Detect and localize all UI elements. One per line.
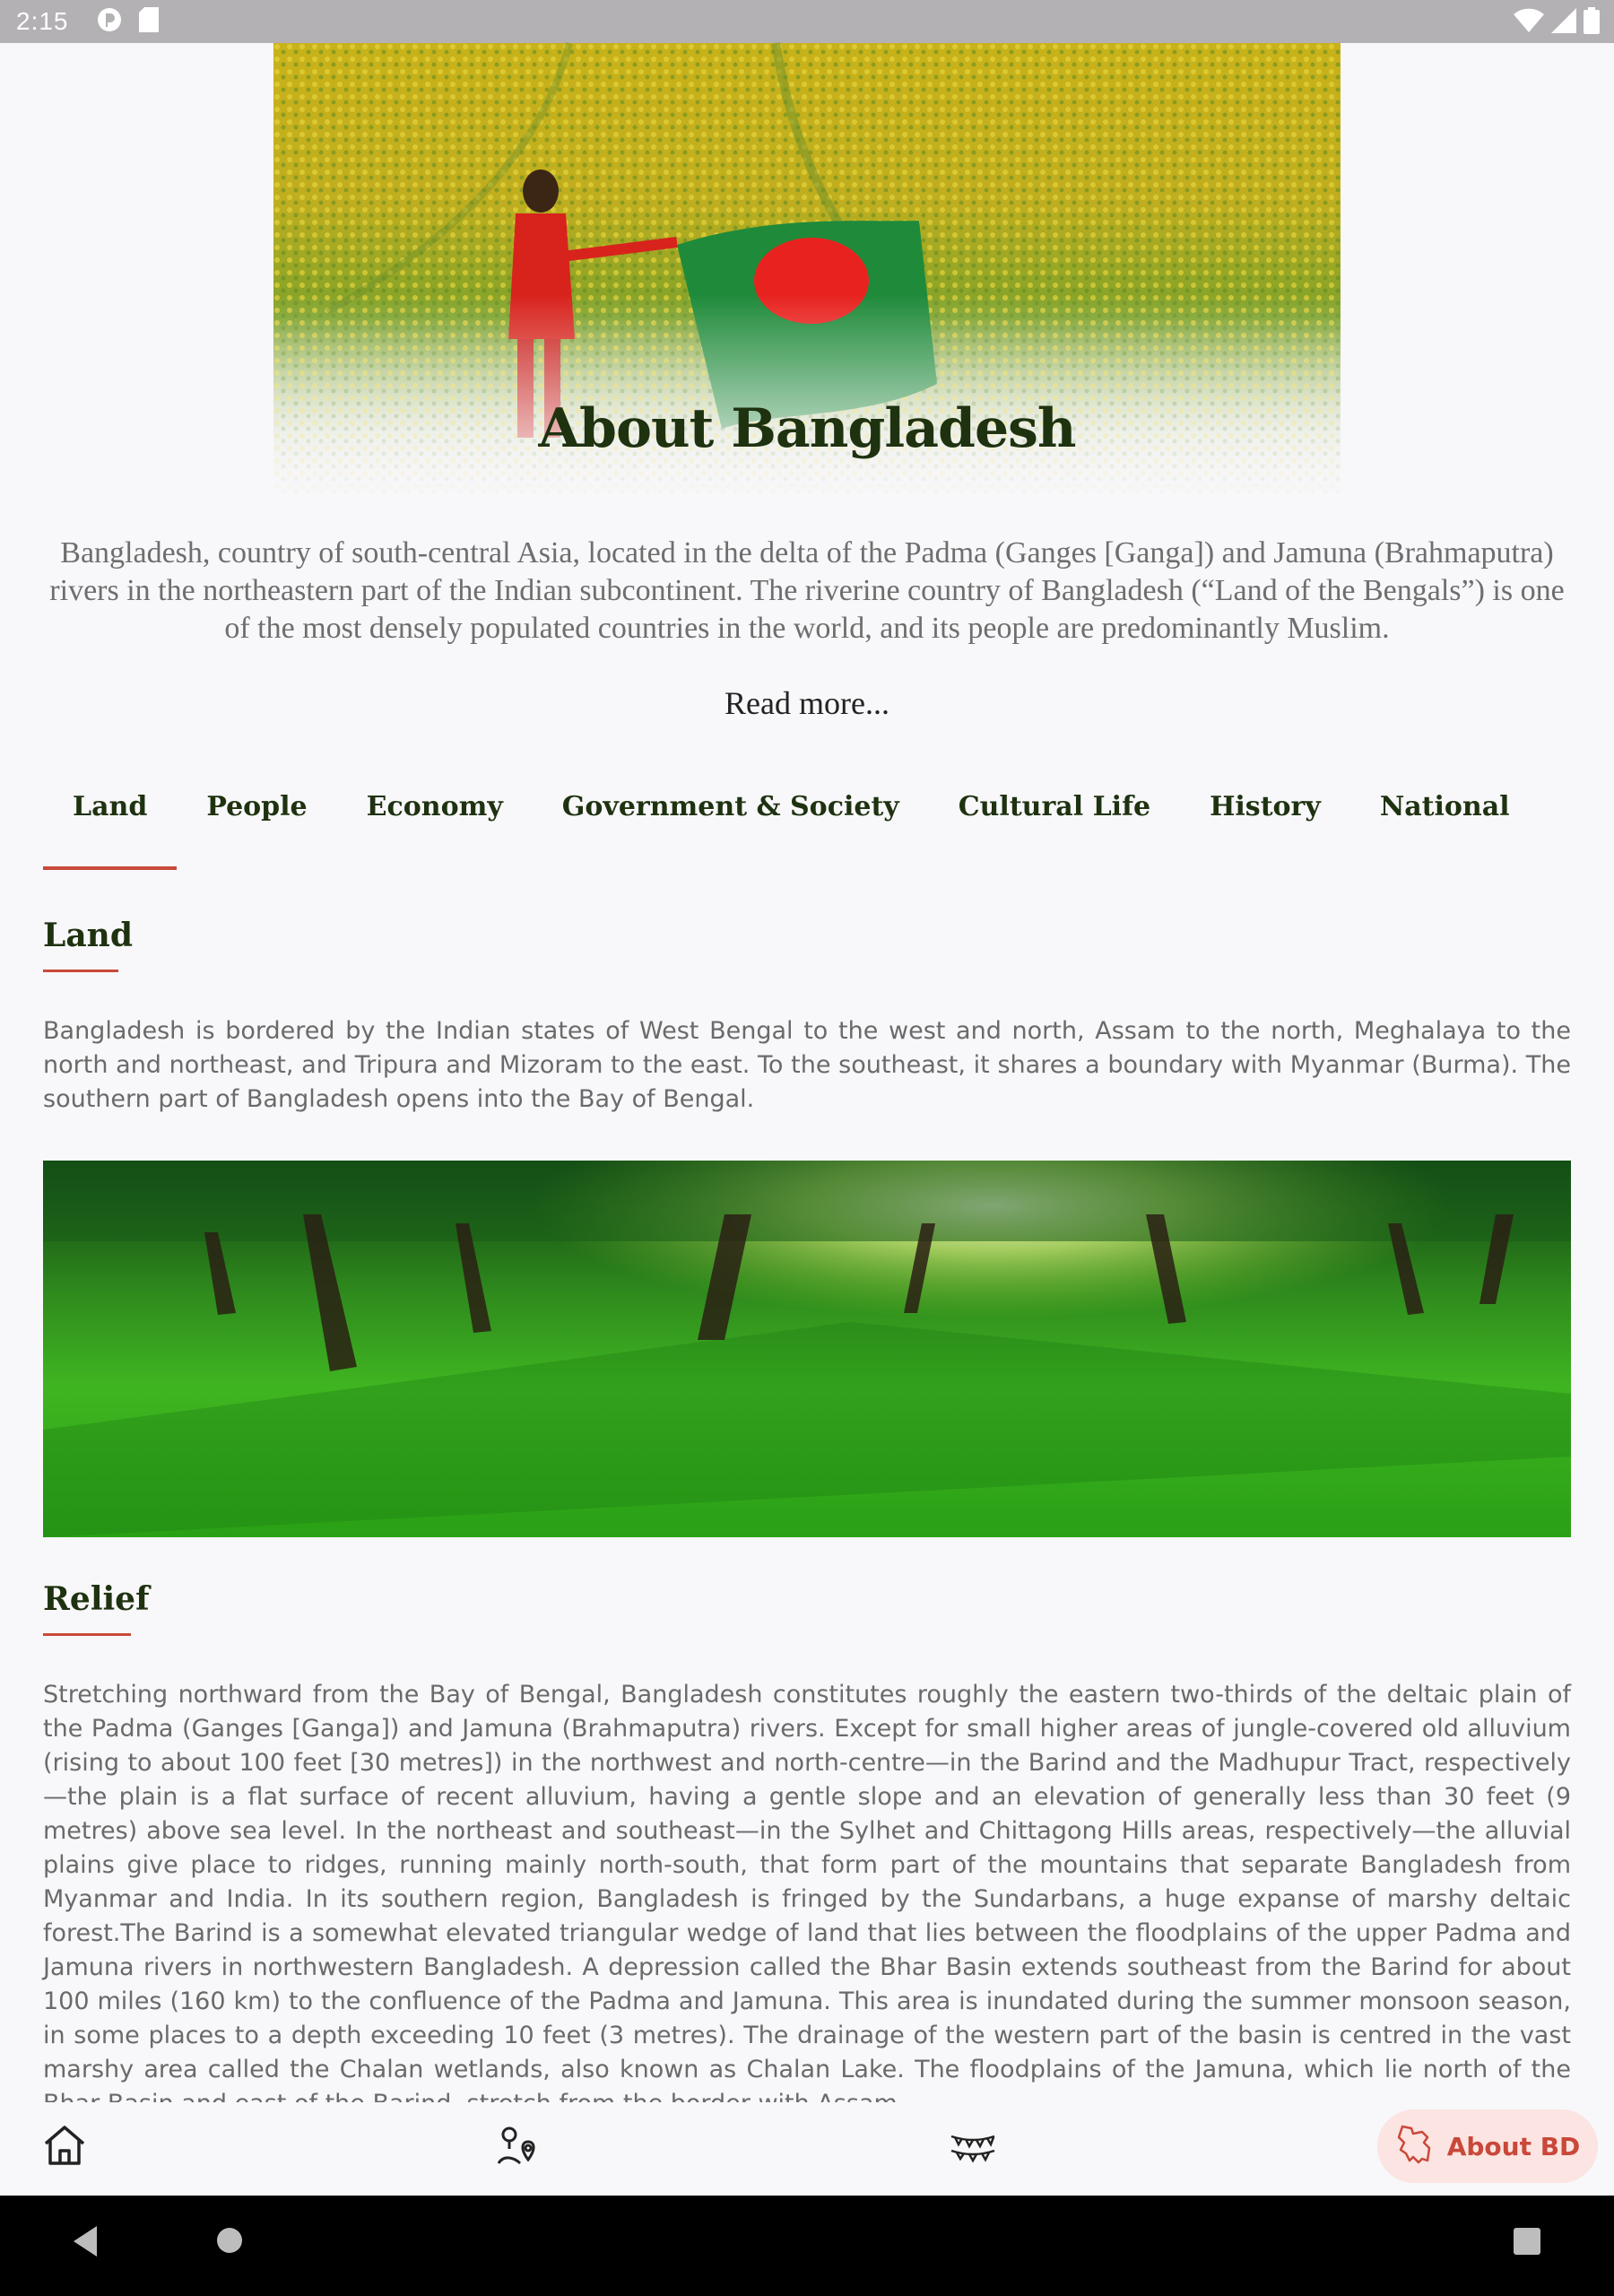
- back-icon[interactable]: [70, 2224, 100, 2263]
- content-scroll[interactable]: [0, 43, 1614, 2102]
- read-more-link[interactable]: Read more...: [725, 685, 889, 721]
- tab-land[interactable]: Land: [43, 778, 177, 859]
- nav-about-bd[interactable]: [1377, 2109, 1598, 2183]
- land-paragraph: Bangladesh is bordered by the Indian states of West Bengal to the west and north, Assam to the north, Meghalaya to the north and northeast, and Tripura and Mizoram to the east. To the southeast, it shares a boundary with Myanmar (Burma). The southern part of Bangladesh opens into the Bay of Bengal.: [43, 1017, 1571, 1113]
- relief-heading: Relief: [43, 1580, 150, 1618]
- tab-national[interactable]: National: [1379, 791, 1510, 822]
- nav-places[interactable]: [491, 2120, 545, 2174]
- about-bd-label: About BD: [1446, 2131, 1581, 2161]
- tab-economy[interactable]: Economy: [366, 791, 503, 822]
- map-pin-icon: [495, 2122, 542, 2173]
- home-icon: [41, 2122, 88, 2173]
- section-tabs: [43, 778, 1540, 859]
- tab-people[interactable]: People: [206, 791, 308, 822]
- land-heading-underline: [43, 970, 118, 972]
- recents-icon[interactable]: [1514, 2228, 1540, 2259]
- wifi-icon: [1514, 8, 1544, 38]
- relief-paragraph: Stretching northward from the Bay of Bengal, Bangladesh constitutes roughly the eastern two-thirds of the deltaic plain of the Padma (Ganges [Ganga]) and Jamuna (Brahmaputra) rivers. Except for small higher areas of jungle-covered old alluvium (rising to about 100 feet [30 metres]) in the northwest and north-centre—in the Barind and the Madhupur Tract, respectively—the plain is a flat surface of recent alluvium, having a gentle slope and an elevation of generally less than 30 feet (9 metres) above sea level. In the northeast and southeast—in the Sylhet and Chittagong Hills areas, respectively—the alluvial plains give place to ridges, running mainly north-south, that form part of the mountains that separate Bangladesh from Myanmar and India. In its southern region, Bangladesh is fringed by the Sundarbans, a huge expanse of marshy deltaic forest.The Barind is a somewhat elevated triangular wedge of land that lies between the floodplains of the upper Padma and Jamuna rivers in northwestern Bangladesh. A depression called the Bhar Basin extends southeast from the Barind for about 100 miles (160 km) to the confluence of the Padma and Jamuna. This area is inundated during the summer monsoon season, in some places to a depth exceeding 10 feet (3 metres). The drainage of the western part of the basin is centred in the vast marshy area called the Chalan wetlands, also known as Chalan Lake. The floodplains of the Jamuna, which lie north of the: [43, 1681, 1571, 2083]
- data-saver-icon: [96, 6, 123, 38]
- bunting-icon: [950, 2122, 996, 2173]
- bangladesh-map-icon: [1395, 2123, 1435, 2170]
- nav-home[interactable]: [38, 2120, 91, 2174]
- hero-title: About Bangladesh: [538, 397, 1076, 460]
- status-bar: [0, 0, 1614, 43]
- nav-festivals[interactable]: [946, 2120, 1000, 2174]
- relief-heading-underline: [43, 1633, 131, 1636]
- status-time: 2:15: [16, 7, 69, 35]
- tab-history[interactable]: History: [1210, 791, 1321, 822]
- forest-image: [43, 1161, 1571, 1537]
- intro-paragraph: Bangladesh, country of south-central Asia, located in the delta of the Padma (Ganges [Ganga]) and Jamuna (Brahmaputra) rivers in the northeastern part of the Indian subcontinent. The riverine country of Bangladesh (“Land of the Bengals”) is one of the most densely populated countries in the world, and its people are predominantly Muslim.: [49, 536, 1565, 645]
- tab-government-society[interactable]: Government & Society: [561, 791, 899, 822]
- land-heading: Land: [43, 917, 133, 954]
- battery-icon: [1584, 7, 1600, 39]
- signal-icon: [1551, 8, 1576, 38]
- bottom-navigation: [0, 2102, 1614, 2196]
- home-button-icon[interactable]: [215, 2226, 244, 2259]
- system-navigation-bar: [0, 2196, 1614, 2296]
- tab-cultural-life[interactable]: Cultural Life: [958, 791, 1151, 822]
- sd-card-icon: [139, 7, 161, 37]
